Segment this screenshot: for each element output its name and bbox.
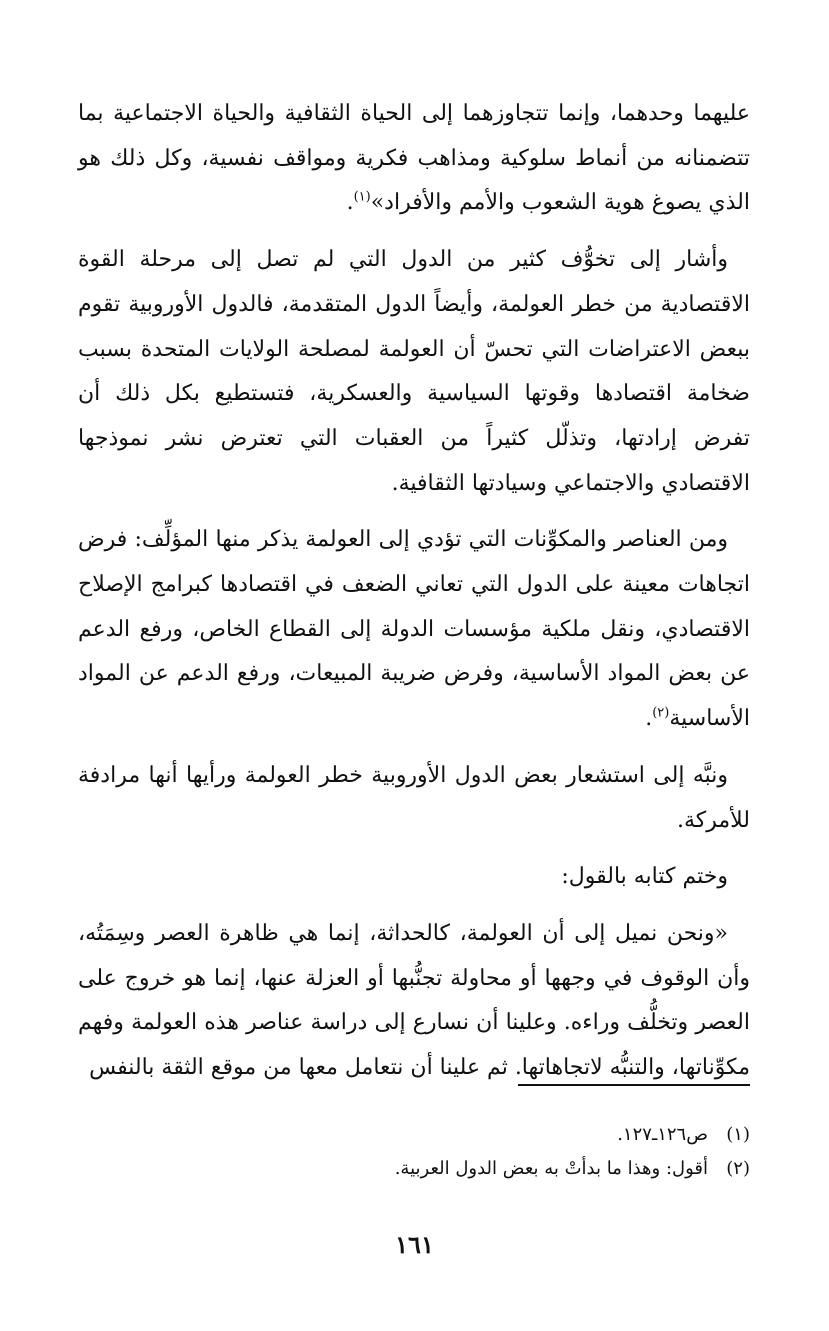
footnote-text: ص١٢٦ـ١٢٧. <box>617 1124 708 1145</box>
paragraph-text: وأشار إلى تخوُّف كثير من الدول التي لم تصل إلى مرحلة القوة الاقتصادية من خطر العولمة، وأيضاً الدول المتقدمة، فالدول الأوروبية تقوم ببعض الاعتراضات التي تحسّ أن العولمة لمصلحة الولايات المتحدة بسبب ضخامة اقتصادها وقوتها السياسية والعسكرية، فتستطيع بكل ذلك أن تفرض إرادتها، وتذلّل كثيراً من العقبات التي تعترض نشر نموذجها الاقتصادي والاجتماعي وسيادتها الثقافية. <box>78 247 750 496</box>
footnote-1 <box>78 1118 750 1152</box>
paragraph-text: «ونحن نميل إلى أن العولمة، كالحداثة، إنما هي ظاهرة العصر وسِمَتُه، وأن الوقوف في وجهها أو محاولة تجنُّبها أو العزلة عنها، إنما هو خروج على العصر وتخلُّف وراءه. وعلينا أن نسارع إلى دراسة عناصر هذه العولمة وفهم مكوِّناتها، والتنبُّه لاتجاهاتها. ثم علينا أن نتعامل معها من موقع الثقة بالنفس <box>78 920 750 1081</box>
footnote-text: أقول: وهذا ما بدأتْ به بعض الدول العربية. <box>394 1158 708 1179</box>
paragraph-1 <box>78 92 750 226</box>
footnote-number: (٢) <box>726 1158 750 1179</box>
paragraph-text: ونبَّه إلى استشعار بعض الدول الأوروبية خطر العولمة ورأيها أنها مرادفة للأمركة. <box>78 762 750 833</box>
page-number: ١٦١ <box>395 1230 434 1259</box>
paragraph-2 <box>78 238 750 506</box>
paragraph-text: عليهما وحدهما، وإنما تتجاوزهما إلى الحياة الثقافية والحياة الاجتماعية بما تتضمنانه من أنماط سلوكية ومذاهب فكرية ومواقف نفسية، وكل ذلك هو الذي يصوغ هوية الشعوب والأمم والأفراد» <box>78 101 750 216</box>
footnote-separator <box>518 1084 750 1086</box>
paragraph-5 <box>78 855 750 900</box>
footnote-ref-1: (١) <box>353 190 371 206</box>
footnotes <box>78 1118 750 1186</box>
footnote-ref-2: (٢) <box>652 705 670 721</box>
paragraph-text: ومن العناصر والمكوِّنات التي تؤدي إلى العولمة يذكر منها المؤلِّف: فرض اتجاهات معينة على الدول التي تعاني الضعف في اقتصادها كبرامج الإصلاح الاقتصادي، ونقل ملكية مؤسسات الدولة إلى القطاع الخاص، ورفع الدعم عن بعض المواد الأساسية، وفرض ضريبة المبيعات، ورفع الدعم عن المواد الأساسية <box>78 527 750 732</box>
footnote-number: (١) <box>726 1124 750 1145</box>
paragraph-4 <box>78 754 750 843</box>
body-text <box>78 92 750 1103</box>
paragraph-3 <box>78 518 750 742</box>
paragraph-tail: . <box>645 706 653 732</box>
paragraph-tail: . <box>346 190 354 216</box>
paragraph-6-quote <box>78 912 750 1091</box>
paragraph-text: وختم كتابه بالقول: <box>561 864 728 890</box>
footnote-2 <box>78 1152 750 1186</box>
